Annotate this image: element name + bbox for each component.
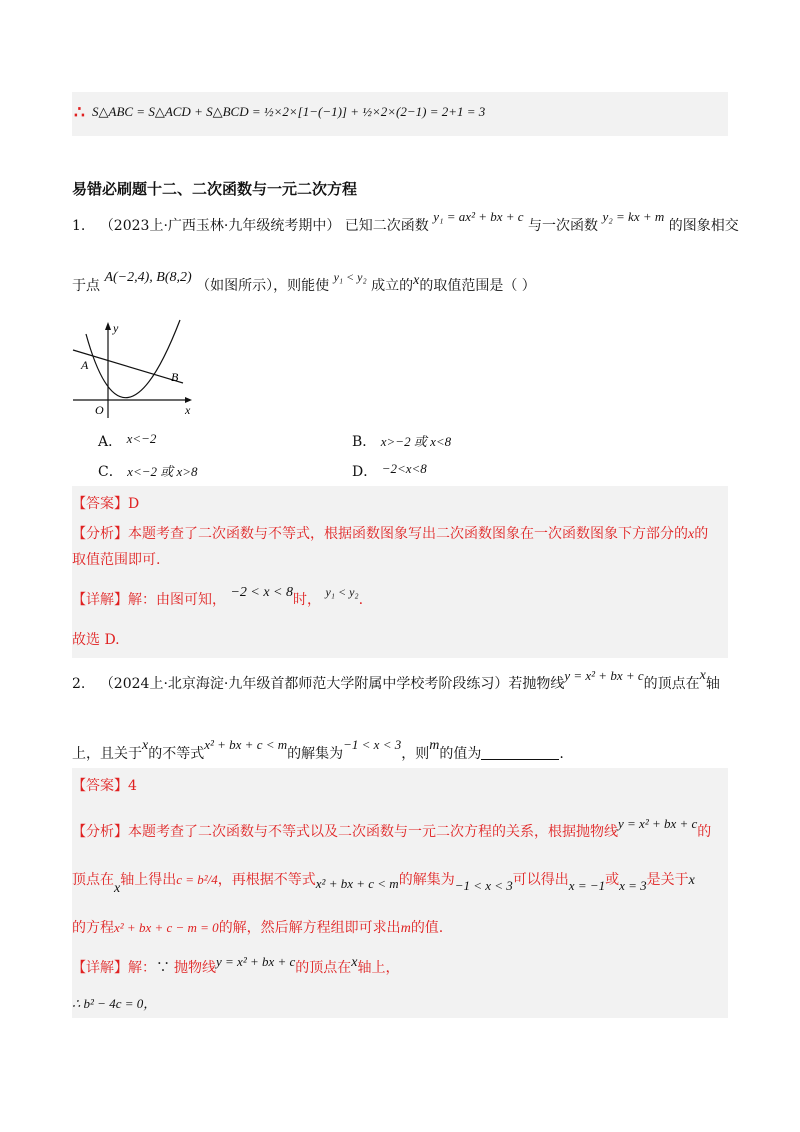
q1-cond: y₁ < y₂ bbox=[333, 270, 367, 284]
q1-detail bbox=[72, 585, 364, 611]
q1-option-b[interactable] bbox=[352, 432, 451, 452]
analysis-inequality: x² + bx + c < m bbox=[315, 876, 399, 891]
detail-text: 解：由图可知， bbox=[128, 592, 226, 608]
y-axis-arrow bbox=[105, 322, 111, 330]
analysis-equation-2: x² + bx + c − m = 0 bbox=[114, 920, 219, 935]
analysis-text: 本题考查了二次函数与不等式以及二次函数与一元二次方程的关系，根据抛物线 bbox=[128, 824, 618, 840]
option-label: B． bbox=[352, 434, 377, 450]
q1-var-x: x bbox=[413, 273, 420, 288]
q1-option-a[interactable] bbox=[98, 432, 156, 452]
q2-stem: 的值为 bbox=[439, 746, 482, 762]
point-b-label: B bbox=[171, 370, 179, 384]
detail-text: 轴上， bbox=[357, 960, 400, 976]
q2-eq1: y = x² + bx + c bbox=[564, 668, 644, 683]
q1-function-graph bbox=[68, 318, 198, 422]
analysis-c-formula: c = b²/4 bbox=[176, 872, 218, 887]
detail-text: 抛物线 bbox=[174, 960, 216, 976]
analysis-text: 可以得出 bbox=[512, 872, 569, 888]
q2-stem: 的不等式 bbox=[148, 746, 205, 762]
analysis-tag: 【分析】 bbox=[72, 824, 128, 840]
q2-stem: 的解集为 bbox=[287, 746, 344, 762]
option-text: −2<x<8 bbox=[381, 461, 427, 476]
section-title: 易错必刷题十二、二次函数与一元二次方程 bbox=[72, 180, 358, 198]
q1-option-d[interactable] bbox=[352, 462, 427, 482]
q2-var-x: x bbox=[142, 738, 149, 753]
option-text: x>−2 或 x<8 bbox=[380, 434, 452, 449]
detail-condition: y₁ < y₂ bbox=[325, 585, 359, 599]
analysis-text: 本题考查了二次函数与不等式，根据函数图象写出二次函数图象在一次函数图象下方部分的 bbox=[128, 526, 688, 542]
origin-label: O bbox=[95, 403, 104, 417]
analysis-root-1: x = −1 bbox=[568, 878, 606, 893]
analysis-tag: 【分析】 bbox=[72, 526, 128, 542]
q2-detail-line1 bbox=[72, 954, 400, 979]
q2-var-m: m bbox=[429, 738, 440, 753]
q1-stem: （如图所示），则能使 bbox=[196, 278, 330, 294]
analysis-root-2: x = 3 bbox=[619, 878, 647, 893]
option-label: C． bbox=[98, 464, 123, 480]
q2-inequality: x² + bx + c < m bbox=[204, 737, 288, 752]
q2-stem: 若抛物线 bbox=[508, 676, 565, 692]
point-a-label: A bbox=[81, 358, 89, 372]
answer-tag: 【答案】 bbox=[72, 778, 128, 794]
q2-stem: 轴 bbox=[705, 676, 720, 692]
area-formula: S△ABC = S△ACD + S△BCD = ½×2×[1−(−1)] + ½×2×(2−1) = 2+1 = 3 bbox=[92, 104, 486, 119]
analysis-text: 是关于 bbox=[646, 872, 689, 888]
analysis-var-m: m bbox=[400, 921, 411, 936]
detail-text: 的顶点在 bbox=[295, 960, 352, 976]
q1-analysis-line1 bbox=[72, 524, 708, 545]
q2-analysis-line1 bbox=[72, 816, 712, 842]
option-text: x<−2 或 x>8 bbox=[127, 464, 198, 479]
q2-number: 2. bbox=[72, 676, 86, 692]
q2-solution-set: −1 < x < 3 bbox=[343, 737, 402, 752]
analysis-solution-set: −1 < x < 3 bbox=[454, 878, 513, 893]
analysis-text: 的 bbox=[697, 824, 712, 840]
q1-line2 bbox=[72, 270, 536, 297]
q2-analysis-line2 bbox=[72, 870, 695, 896]
detail-tag: 【详解】 bbox=[72, 960, 128, 976]
detail-equation: y = x² + bx + c bbox=[216, 954, 296, 969]
q1-stem: 于点 bbox=[72, 278, 100, 294]
analysis-equation: y = x² + bx + c bbox=[618, 816, 698, 831]
analysis-text: 轴上得出 bbox=[120, 872, 177, 888]
q1-source: （2023上·广西玉林·九年级统考期中） bbox=[99, 218, 341, 234]
option-text: x<−2 bbox=[126, 431, 157, 446]
q1-eq2: y₂ = kx + m bbox=[602, 209, 665, 224]
analysis-text: 的解，然后解方程组即可求出 bbox=[218, 920, 401, 936]
q1-stem: 与一次函数 bbox=[528, 218, 599, 234]
q1-conclusion: 故选 D. bbox=[72, 632, 120, 648]
top-formula-box bbox=[72, 92, 728, 136]
analysis-var-x: x bbox=[688, 873, 695, 888]
analysis-text: 的方程 bbox=[72, 920, 114, 936]
detail-text: . bbox=[358, 592, 364, 608]
analysis-text: 或 bbox=[605, 872, 620, 888]
option-label: A． bbox=[98, 434, 123, 450]
q2-line1 bbox=[72, 668, 720, 695]
q2-analysis-line3 bbox=[72, 918, 443, 939]
answer-blank[interactable] bbox=[481, 745, 559, 760]
x-axis-label: x bbox=[185, 403, 191, 417]
q2-answer bbox=[72, 776, 137, 796]
analysis-var-x: x bbox=[688, 527, 695, 542]
q1-answer bbox=[72, 494, 139, 514]
analysis-text: 的 bbox=[694, 526, 709, 542]
q1-analysis-line2: 取值范围即可. bbox=[72, 552, 161, 568]
detail-tag: 【详解】 bbox=[72, 592, 128, 608]
q1-points: A(−2,4), B(8,2) bbox=[104, 270, 192, 285]
linear-function-line bbox=[73, 350, 183, 383]
q1-solution-box bbox=[72, 486, 728, 658]
detail-var-x: x bbox=[351, 955, 358, 970]
y-axis-label: y bbox=[113, 321, 119, 335]
q1-option-c[interactable] bbox=[98, 462, 198, 482]
q1-stem: 的图象相交 bbox=[668, 218, 739, 234]
detail-text: 解： bbox=[128, 960, 156, 976]
answer-tag: 【答案】 bbox=[72, 496, 128, 512]
q2-detail-line2: ∴ b² − 4c = 0， bbox=[72, 996, 157, 1011]
q2-source: （2024上·北京海淀·九年级首都师范大学附属中学校考阶段练习） bbox=[99, 676, 509, 692]
parabola-curve bbox=[86, 320, 180, 398]
q2-stem: ，则 bbox=[401, 746, 430, 762]
detail-inequality: −2 < x < 8 bbox=[230, 585, 294, 600]
q2-stem: . bbox=[559, 746, 564, 762]
therefore-symbol: ∴ bbox=[74, 103, 85, 123]
q2-stem: 上，且关于 bbox=[72, 746, 142, 762]
analysis-var-x: x bbox=[114, 881, 121, 896]
analysis-text: 的解集为 bbox=[398, 872, 455, 888]
answer-value: D bbox=[128, 496, 140, 512]
q2-line2 bbox=[72, 737, 564, 765]
q2-var-x: x bbox=[699, 668, 706, 683]
because-symbol: ∵ bbox=[156, 960, 170, 976]
q1-stem: 成立的 bbox=[371, 278, 414, 294]
q1-eq1: y₁ = ax² + bx + c bbox=[433, 209, 524, 224]
detail-text: 时， bbox=[293, 592, 322, 608]
option-label: D． bbox=[352, 464, 378, 480]
q1-line1 bbox=[72, 209, 739, 236]
q2-stem: 的顶点在 bbox=[643, 676, 700, 692]
answer-value: 4 bbox=[128, 778, 137, 794]
analysis-text: 的值. bbox=[410, 920, 444, 936]
q1-stem: 的取值范围是（ ） bbox=[419, 278, 536, 294]
analysis-text: 顶点在 bbox=[72, 872, 114, 888]
analysis-text: ，再根据不等式 bbox=[217, 872, 316, 888]
q1-number: 1. bbox=[72, 218, 86, 234]
q1-stem: 已知二次函数 bbox=[344, 218, 429, 234]
q2-solution-box bbox=[72, 768, 728, 1018]
